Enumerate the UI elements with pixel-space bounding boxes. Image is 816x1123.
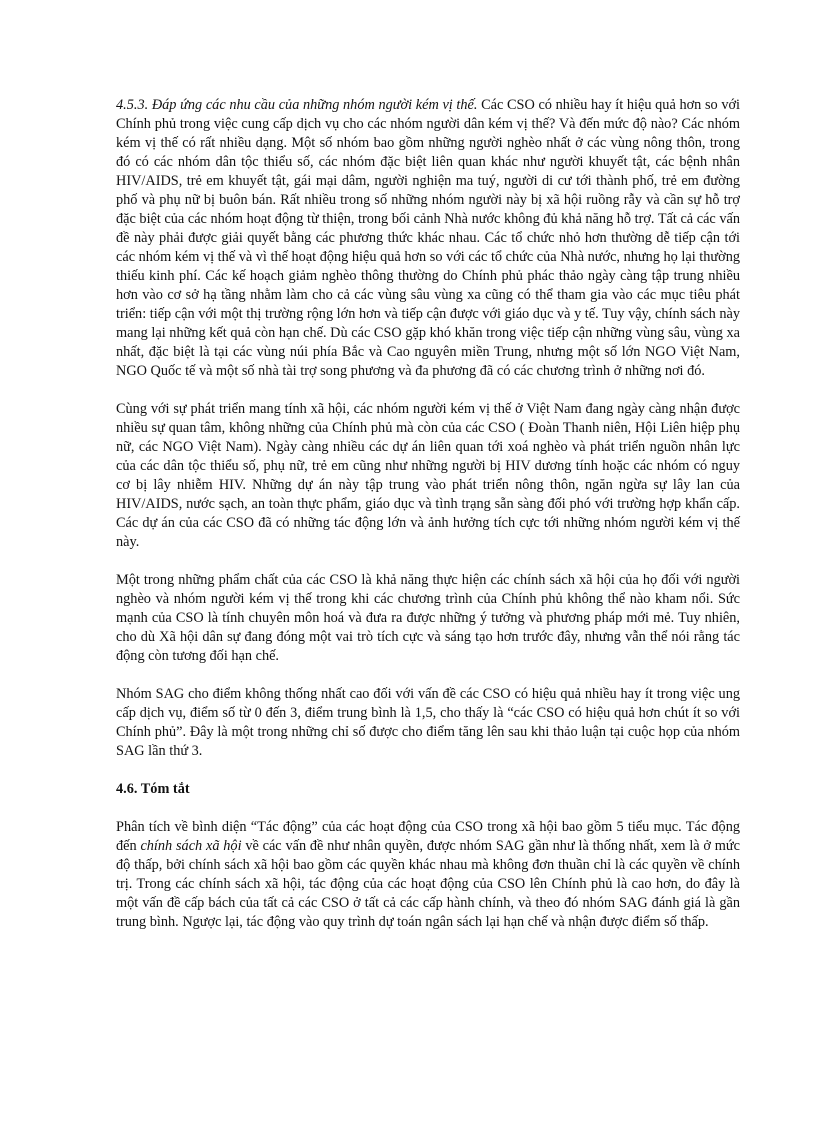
section-4-6-body-emphasis: chính sách xã hội (140, 838, 242, 854)
section-4-5-3-heading: 4.5.3. Đáp ứng các nhu cầu của những nhóm người kém vị thế. (116, 97, 478, 113)
paragraph-4: Nhóm SAG cho điểm không thống nhất cao đối với vấn đề các CSO có hiệu quả nhiều hay ít trong việc ung cấp dịch vụ, điểm số từ 0 đến 3, điểm trung bình là 1,5, cho thấy là “các CSO có hiệu quả hơn chút ít so với Chính phủ”. Đây là một trong những chỉ số được cho điểm tăng lên sau khi thảo luận tại cuộc họp của nhóm SAG lần thứ 3. (116, 686, 740, 759)
section-4-5-3-body: Các CSO có nhiều hay ít hiệu quả hơn so với Chính phủ trong việc cung cấp dịch vụ cho các nhóm người dân kém vị thế? Và đến mức độ nào? Các nhóm kém vị thế có rất nhiều dạng. Một số nhóm bao gồm những người nghèo nhất ở các vùng nông thôn, trong đó có các nhóm dân tộc thiểu số, các nhóm đặc biệt liên quan khác như người khuyết tật, các bệnh nhân HIV/AIDS, trẻ em khuyết tật, gái mại dâm, người nghiện ma tuý, người di cư tới thành phố, trẻ em đường phố và phụ nữ bị buôn bán. Rất nhiều trong số những nhóm người này bị xã hội ruồng rẫy và cần sự hỗ trợ đặc biệt của các nhóm hoạt động từ thiện, trong bối cảnh Nhà nước không đủ khả năng hỗ trợ. Tất cả các vấn đề này phải được giải quyết bằng các phương thức khác nhau. Các tổ chức nhỏ hơn thường dễ tiếp cận tới các nhóm kém vị thế và vì thế hoạt động hiệu quả hơn so với các tổ chức của Nhà nước, nhưng họ lại thường thiếu kinh phí. Các kế hoạch giảm nghèo thông thường do Chính phủ phác thảo ngày càng tập trung nhiều hơn vào cơ sở hạ tầng nhằm làm cho cả các vùng sâu vùng xa cũng có thể tham gia vào các mục tiêu phát triển: tiếp cận với một thị trường rộng lớn hơn và tiếp cận được với giáo dục và y tế. Tuy vậy, chính sách này mang lại những kết quả còn hạn chế. Dù các CSO gặp khó khăn trong việc tiếp cận những vùng sâu, vùng xa nhất, đặc biệt là tại các vùng núi phía Bắc và Cao nguyên miền Trung, nhưng một số lớn NGO Việt Nam, NGO Quốc tế và một số nhà tài trợ song phương và đa phương đã có các chương trình ở những nơi đó. (116, 97, 740, 379)
document-page (116, 96, 740, 951)
section-4-6-paragraph (116, 818, 740, 932)
section-4-6-body-part1: Phân tích về bình diện “Tác động” của các hoạt động của CSO trong xã hội bao gồm 5 tiểu mục. Tác động đến (116, 819, 740, 854)
section-4-5-3-paragraph (116, 96, 740, 381)
paragraph-2: Cùng với sự phát triển mang tính xã hội, các nhóm người kém vị thế ở Việt Nam đang ngày càng nhận được nhiều sự quan tâm, không những của Chính phủ mà còn của các CSO ( Đoàn Thanh niên, Hội Liên hiệp phụ nữ, các NGO Việt Nam). Ngày càng nhiều các dự án liên quan tới xoá nghèo và phát triển nguồn nhân lực của các dân tộc thiểu số, phụ nữ, trẻ em cũng như những người bị HIV dương tính hoặc các nhóm có nguy cơ bị lây nhiễm HIV. Những dự án này tập trung vào phát triển nông thôn, ngăn ngừa sự lây lan của HIV/AIDS, nước sạch, an toàn thực phẩm, giáo dục và tình trạng sẵn sàng đối phó với trường hợp khẩn cấp. Các dự án của các CSO đã có những tác động lớn và ảnh hưởng tích cực tới những nhóm người kém vị thế này. (116, 401, 740, 550)
section-4-6-heading: 4.6. Tóm tắt (116, 781, 190, 797)
section-4-6-body-part2: về các vấn đề như nhân quyền, được nhóm SAG gần như là thống nhất, xem là ở mức độ thấp, bởi chính sách xã hội bao gồm các quyền khác nhau mà không đơn thuần chỉ là các quyền về chính trị. Trong các chính sách xã hội, tác động của các hoạt động của CSO lên Chính phủ là cao hơn, do đây là một vấn đề cấp bách của tất cả các CSO ở tất cả các cấp hành chính, và theo đó nhóm SAG đánh giá là gần trung bình. Ngược lại, tác động vào quy trình dự toán ngân sách lại hạn chế và nhận được điểm số thấp. (116, 838, 740, 930)
paragraph-3: Một trong những phẩm chất của các CSO là khả năng thực hiện các chính sách xã hội của họ đối với người nghèo và nhóm người kém vị thế trong khi các chương trình của Chính phủ không thể nào kham nổi. Sức mạnh của CSO là tính chuyên môn hoá và đưa ra được những ý tưởng và phương pháp mới mẻ. Tuy nhiên, cho dù Xã hội dân sự đang đóng một vai trò tích cực và sáng tạo hơn trước đây, nhưng vẫn thể nói rằng tác động còn tương đối hạn chế. (116, 572, 740, 664)
